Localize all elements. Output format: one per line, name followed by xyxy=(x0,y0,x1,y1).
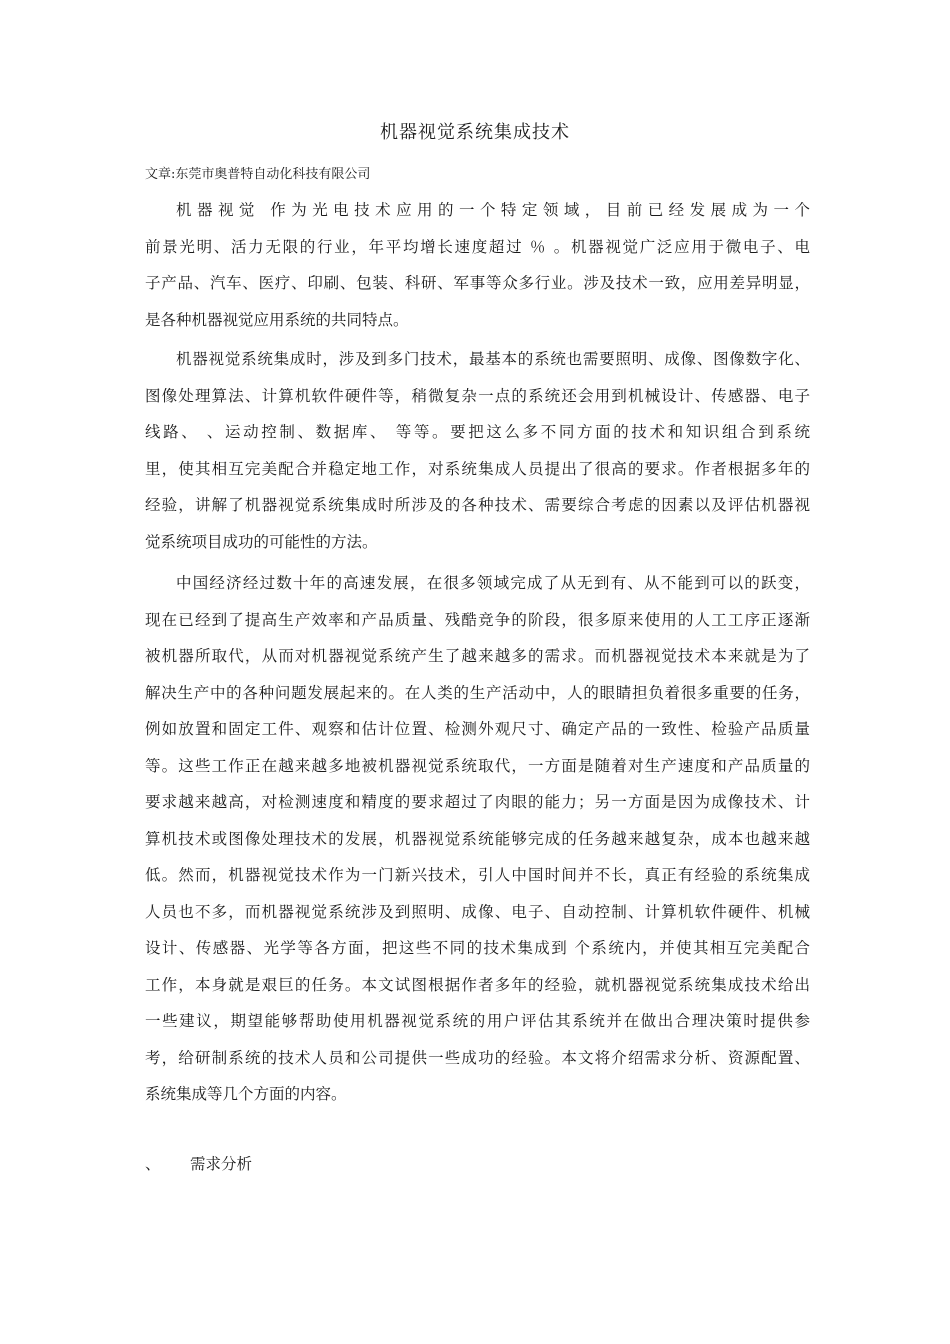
paragraph-line: 被机器所取代，从而对机器视觉系统产生了越来越多的需求。而机器视觉技术本来就是为了 xyxy=(145,647,810,665)
paragraph-line: 等。这些工作正在越来越多地被机器视觉系统取代，一方面是随着对生产速度和产品质量的 xyxy=(145,756,810,775)
paragraph-line: 现在已经到了提高生产效率和产品质量、残酷竞争的阶段，很多原来使用的人工工序正逐渐 xyxy=(145,610,810,629)
paragraph-line: 机器视觉系统集成时，涉及到多门技术，最基本的系统也需要照明、成像、图像数字化、 xyxy=(176,350,810,368)
paragraph-line: 设计、传感器、光学等各方面，把这些不同的技术集成到 个系统内，并使其相互完美配合 xyxy=(145,939,810,957)
paragraph-line: 工作，本身就是艰巨的任务。本文试图根据作者多年的经验，就机器视觉系统集成技术给出 xyxy=(145,975,810,994)
paragraph-2 xyxy=(145,341,810,560)
paragraph-line: 子产品、汽车、医疗、印刷、包装、科研、军事等众多行业。涉及技术一致，应用差异明显， xyxy=(145,274,810,292)
paragraph-line: 低。然而，机器视觉技术作为一门新兴技术，引人中国时间并不长，真正有经验的系统集成 xyxy=(145,866,810,884)
paragraph-line: 经验，讲解了机器视觉系统集成时所涉及的各种技术、需要综合考虑的因素以及评估机器视 xyxy=(145,496,810,514)
paragraph-line: 算机技术或图像处理技术的发展，机器视觉系统能够完成的任务越来越复杂，成本也越来越 xyxy=(145,829,810,848)
paragraph-1 xyxy=(145,192,810,338)
paragraph-line: 一些建议，期望能够帮助使用机器视觉系统的用户评估其系统并在做出合理决策时提供参 xyxy=(145,1012,810,1030)
paragraph-line: 里，使其相互完美配合并稳定地工作，对系统集成人员提出了很高的要求。作者根据多年的 xyxy=(145,459,810,478)
paragraph-line: 图像处理算法、计算机软件硬件等，稍微复杂一点的系统还会用到机械设计、传感器、电子 xyxy=(145,386,810,405)
paragraph-line: 是各种机器视觉应用系统的共同特点。 xyxy=(145,310,409,329)
paragraph-line: 觉系统项目成功的可能性的方法。 xyxy=(145,532,378,551)
paragraph-3 xyxy=(145,565,810,1113)
paragraph-line: 系统集成等几个方面的内容。 xyxy=(145,1085,347,1103)
paragraph-line: 机器视觉 作为光电技术应用的一个特定领域，目前已经发展成为一个 xyxy=(176,201,810,219)
paragraph-line: 人员也不多，而机器视觉系统涉及到照明、成像、电子、自动控制、计算机软件硬件、机械 xyxy=(145,902,810,921)
paragraph-line: 线路、 、运动控制、数据库、 等等。要把这么多不同方面的技术和知识组合到系统 xyxy=(145,423,810,441)
paragraph-line: 例如放置和固定工件、观察和估计位置、检测外观尺寸、确定产品的一致性、检验产品质量 xyxy=(145,720,810,738)
paragraph-line: 要求越来越高，对检测速度和精度的要求超过了肉眼的能力；另一方面是因为成像技术、计 xyxy=(145,793,810,811)
paragraph-line: 中国经济经过数十年的高速发展，在很多领域完成了从无到有、从不能到可以的跃变， xyxy=(176,574,810,592)
author-line: 文章:东莞市奥普特自动化科技有限公司 xyxy=(145,167,371,182)
paragraph-line: 考，给研制系统的技术人员和公司提供一些成功的经验。本文将介绍需求分析、资源配置、 xyxy=(145,1048,810,1067)
document-title: 机器视觉系统集成技术 xyxy=(380,122,570,143)
paragraph-line: 解决生产中的各种问题发展起来的。在人类的生产活动中，人的眼睛担负着很多重要的任务， xyxy=(145,683,810,702)
paragraph-line: 前景光明、活力无限的行业，年平均增长速度超过 ％ 。机器视觉广泛应用于微电子、电 xyxy=(145,237,810,256)
section-heading: 、 需求分析 xyxy=(145,1155,253,1173)
